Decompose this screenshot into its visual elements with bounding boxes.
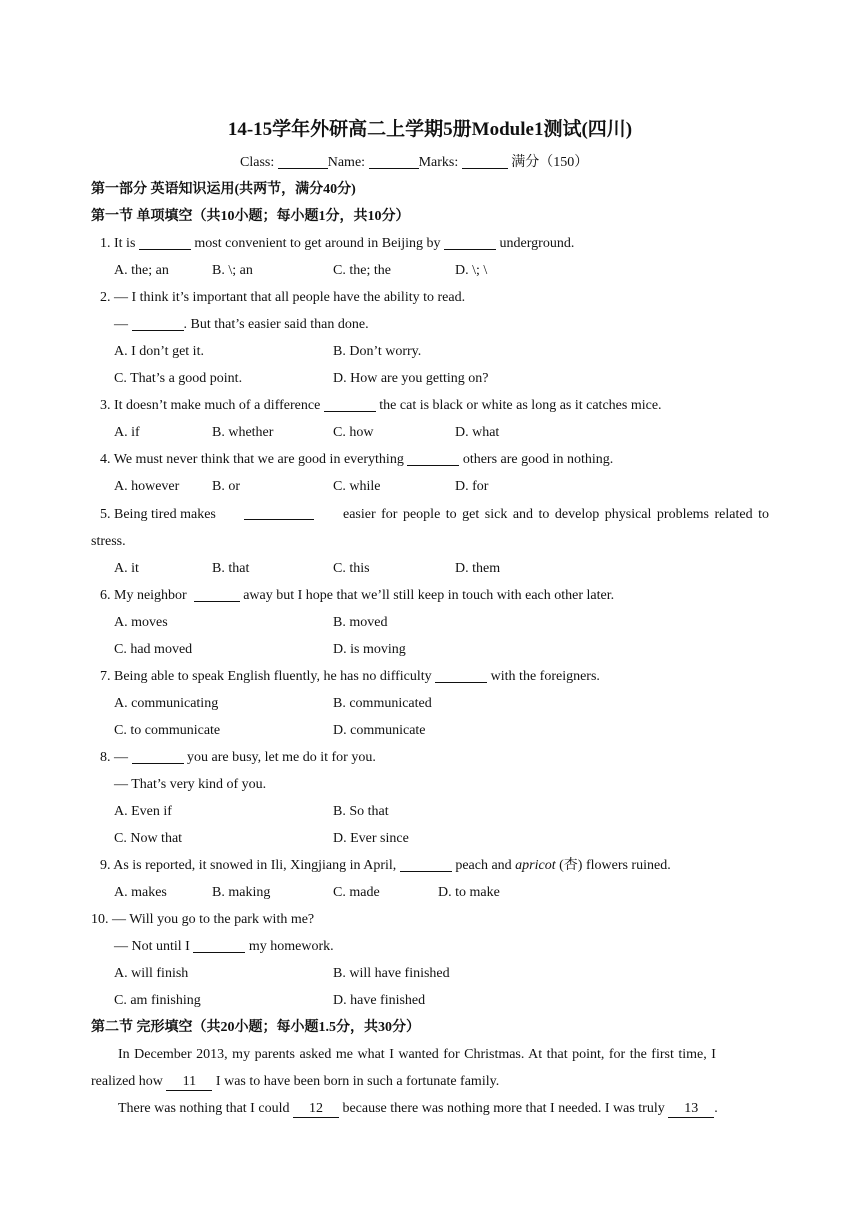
part-heading: 第一部分 英语知识运用(共两节，满分40分) [91, 182, 356, 197]
option-d: D. communicate [333, 723, 426, 738]
answer-blank [244, 505, 314, 520]
question-text: 4. We must never think that we are good in everything [100, 452, 404, 467]
question-5-cont: stress. [91, 534, 126, 549]
marks-blank [462, 154, 508, 169]
option-d: D. \; \ [455, 263, 488, 278]
question-text: 5. Being tired makes [100, 507, 216, 522]
answer-blank [194, 587, 240, 602]
answer-blank [435, 668, 487, 683]
answer-blank [132, 749, 184, 764]
option-a: A. I don’t get it. [114, 344, 204, 359]
question-text: 9. As is reported, it snowed in Ili, Xingjiang in April, [100, 858, 397, 873]
question-text: most convenient to get around in Beijing by [194, 236, 441, 251]
answer-blank [400, 857, 452, 872]
passage-line-1 [118, 1045, 769, 1065]
option-a: A. will finish [114, 966, 189, 981]
option-c: C. the; the [333, 263, 391, 278]
option-b: B. Don’t worry. [333, 344, 422, 359]
option-a: A. makes [114, 885, 167, 900]
question-text: 1. It is [100, 236, 136, 251]
option-c: C. had moved [114, 642, 193, 657]
option-c: C. made [333, 885, 380, 900]
question-text: my homework. [248, 939, 334, 954]
section-heading: 第二节 完形填空（共20小题；每小题1.5分，共30分） [91, 1020, 420, 1035]
question-text: — [114, 317, 128, 332]
blank-number: 13 [668, 1101, 714, 1118]
option-b: B. will have finished [333, 966, 450, 981]
answer-blank [193, 938, 245, 953]
name-blank [369, 154, 419, 169]
class-blank [278, 154, 328, 169]
class-label: Class: [240, 155, 275, 170]
question-text: with the foreigners. [490, 669, 600, 684]
option-b: B. \; an [212, 263, 253, 278]
question-text: underground. [499, 236, 575, 251]
option-d: D. what [455, 425, 500, 440]
answer-blank [132, 316, 184, 331]
option-a: A. the; an [114, 263, 169, 278]
italic-word: apricot [515, 858, 556, 873]
question-3 [100, 396, 662, 416]
question-text: the cat is black or white as long as it catches mice. [379, 398, 662, 413]
question-8 [100, 748, 376, 768]
question-text: — Not until I [114, 939, 190, 954]
passage-text: realized how [91, 1074, 163, 1089]
option-c: C. while [333, 479, 381, 494]
info-line [240, 153, 588, 173]
question-5 [100, 505, 769, 525]
option-c: C. Now that [114, 831, 183, 846]
page-title: 14-15学年外研高二上学期5册Module1测试(四川) [227, 119, 633, 140]
option-c: C. this [333, 561, 370, 576]
question-text: 7. Being able to speak English fluently, he has no difficulty [100, 669, 432, 684]
option-d: D. is moving [333, 642, 406, 657]
option-a: A. Even if [114, 804, 172, 819]
option-d: D. them [455, 561, 501, 576]
answer-blank [444, 235, 496, 250]
marks-label: Marks: [418, 155, 459, 170]
question-1 [100, 234, 574, 254]
option-c: C. That’s a good point. [114, 371, 243, 386]
question-text: away but I hope that we’ll still keep in touch with each other later. [243, 588, 615, 603]
question-text: 6. My neighbor [100, 588, 187, 603]
passage-text: I was to have been born in such a fortunate family. [215, 1074, 500, 1089]
option-a: A. it [114, 561, 139, 576]
question-text: you are busy, let me do it for you. [187, 750, 376, 765]
question-2: 2. — I think it’s important that all people have the ability to read. [100, 290, 466, 305]
option-b: B. that [212, 561, 250, 576]
option-b: B. communicated [333, 696, 432, 711]
answer-blank [407, 451, 459, 466]
passage-line-3 [118, 1099, 718, 1119]
question-text: easier for people to get sick and to develop physical problems related to [343, 507, 769, 522]
option-b: B. or [212, 479, 240, 494]
option-b: B. So that [333, 804, 389, 819]
question-10: 10. — Will you go to the park with me? [91, 912, 315, 927]
option-a: A. communicating [114, 696, 219, 711]
option-c: C. to communicate [114, 723, 221, 738]
full-marks: 满分（150） [511, 155, 589, 170]
option-a: A. however [114, 479, 180, 494]
section-heading: 第一节 单项填空（共10小题；每小题1分，共10分） [91, 209, 410, 224]
option-d: D. have finished [333, 993, 426, 1008]
question-text: (杏) flowers ruined. [559, 858, 671, 873]
question-text: 8. — [100, 750, 128, 765]
question-text: peach and [455, 858, 512, 873]
answer-blank [324, 397, 376, 412]
passage-text: . [714, 1101, 718, 1116]
option-d: D. to make [438, 885, 500, 900]
name-label: Name: [327, 155, 366, 170]
option-b: B. making [212, 885, 271, 900]
question-9 [100, 856, 671, 876]
option-d: D. How are you getting on? [333, 371, 489, 386]
blank-number: 11 [166, 1074, 212, 1091]
option-c: C. am finishing [114, 993, 201, 1008]
passage-text: because there was nothing more that I needed. I was truly [342, 1101, 665, 1116]
question-2-reply [114, 315, 369, 335]
option-b: B. whether [212, 425, 274, 440]
passage-text: In December 2013, my parents asked me what I wanted for Christmas. At that point, for the first time, I [118, 1047, 716, 1062]
option-b: B. moved [333, 615, 388, 630]
question-6 [100, 586, 614, 606]
passage-line-2 [91, 1072, 499, 1092]
option-d: D. Ever since [333, 831, 409, 846]
passage-text: There was nothing that I could [118, 1101, 290, 1116]
question-8-reply: — That’s very kind of you. [114, 777, 267, 792]
option-a: A. if [114, 425, 140, 440]
answer-blank [139, 235, 191, 250]
question-7 [100, 667, 600, 687]
blank-number: 12 [293, 1101, 339, 1118]
question-text: . But that’s easier said than done. [183, 317, 369, 332]
question-10-reply [114, 937, 334, 957]
question-4 [100, 450, 613, 470]
question-text: others are good in nothing. [462, 452, 614, 467]
question-text: 3. It doesn’t make much of a difference [100, 398, 321, 413]
option-d: D. for [455, 479, 489, 494]
option-a: A. moves [114, 615, 168, 630]
option-c: C. how [333, 425, 374, 440]
